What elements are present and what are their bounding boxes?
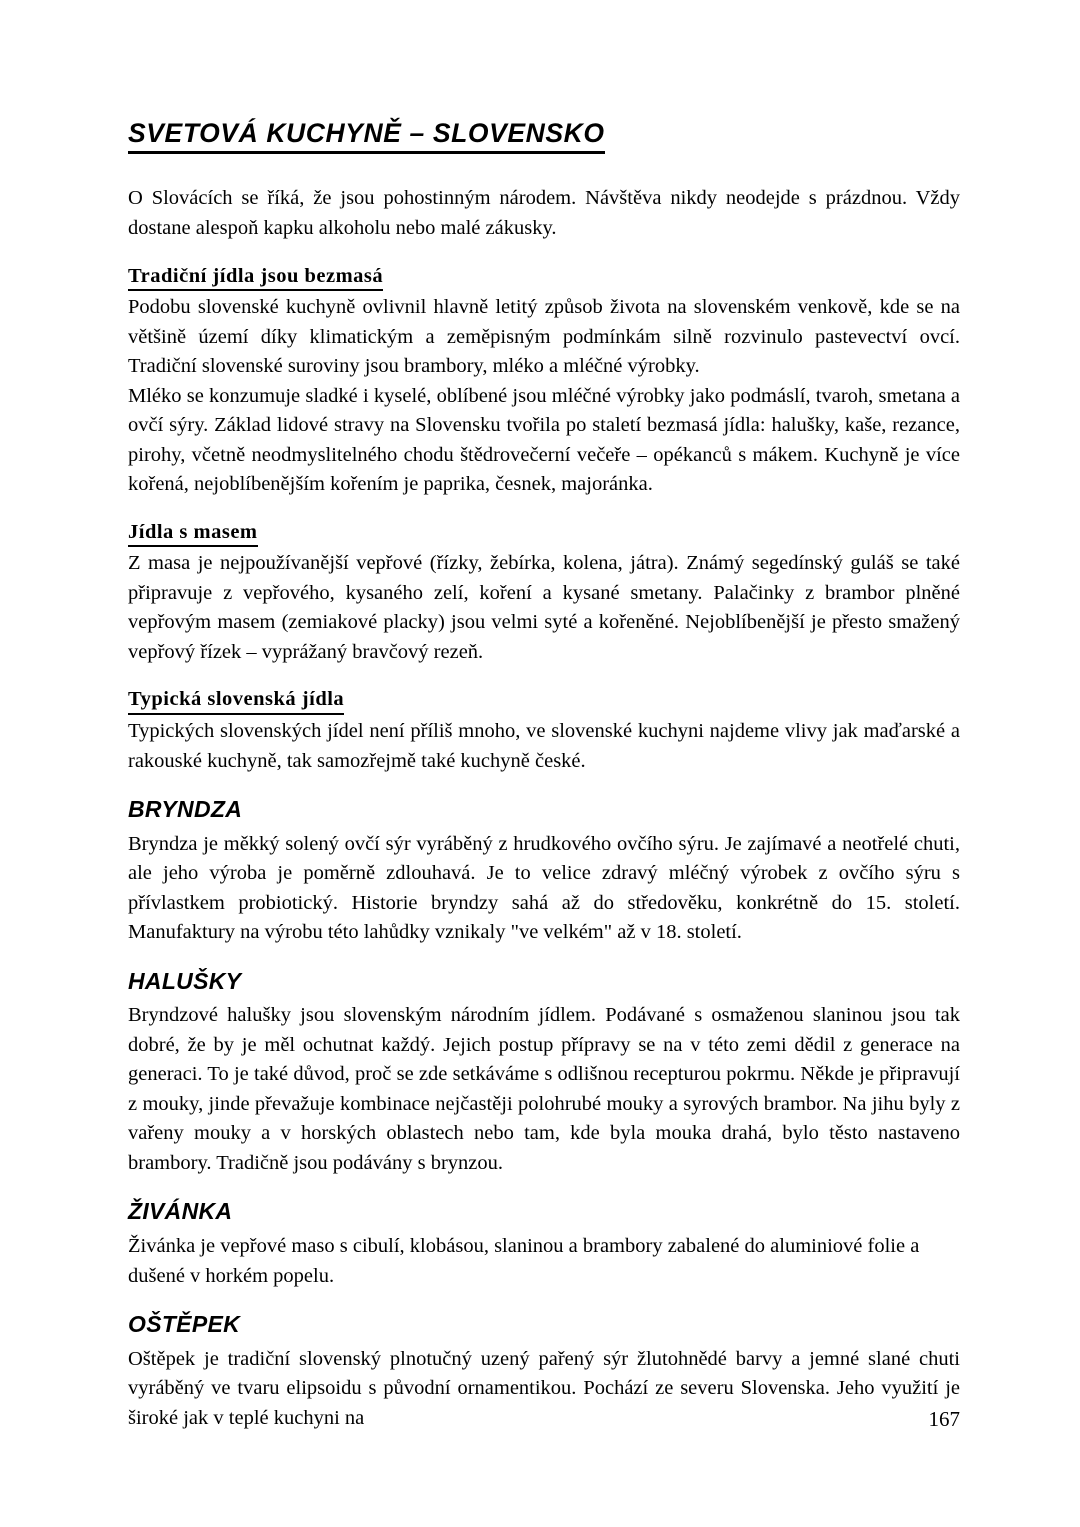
dish-paragraph-zivanka: Živánka je vepřové maso s cibulí, klobásou, slaninou a brambory zabalené do aluminiové folie a dušené v horkém popelu. bbox=[128, 1235, 920, 1287]
page-number: 167 bbox=[928, 1407, 960, 1431]
section-heading-wrap-2 bbox=[128, 687, 960, 715]
section-paragraph-1-0: Z masa je nejpoužívanější vepřové (řízky, žebírka, kolena, játra). Známý segedínský guláš se také připravuje z vepřového, kysaného zelí, koření a kysané smetany. Palačinky z brambor plněné vepřovým masem (zemiakové placky) jsou velmi syté a kořeněné. Nejoblíbenější je přesto smažený vepřový řízek – vyprážaný bravčový rezeň. bbox=[128, 552, 960, 663]
document-content bbox=[128, 118, 960, 1433]
dish-paragraph-bryndza: Bryndza je měkký solený ovčí sýr vyráběný z hrudkového ovčího sýru. Je zajímavé a neotřelé chuti, ale jeho výroba je poměrně zdlouhavá. Je to velice zdravý mléčný výrobek z ovčího sýru s přívlastkem probiotický. Historie bryndzy sahá až do středověku, konkrétně do 15. století. Manufaktury na výrobu této lahůdky vznikaly "ve velkém" až v 18. století. bbox=[128, 832, 960, 944]
section-paragraph-0-0: Podobu slovenské kuchyně ovlivnil hlavně letitý způsob života na slovenském venkově, kde se na většině území díky klimatickým a zeměpisným podmínkám silně rozvinulo pastevectví ovcí. Tradiční slovenské suroviny jsou brambory, mléko a mléčné výrobky. bbox=[128, 296, 960, 378]
section-heading-typicka-slovenska-jidla: Typická slovenská jídla bbox=[128, 687, 344, 715]
section-heading-wrap-0 bbox=[128, 264, 960, 292]
section-paragraph-0-1: Mléko se konzumuje sladké i kyselé, oblíbené jsou mléčné výrobky jako podmáslí, tvaroh, smetana a ovčí sýry. Základ lidové stravy na Slovensku tvořila po staletí bezmasá jídla: halušky, kaše, rezance, pirohy, včetně neodmyslitelného chodu štědrovečerní večeře – opékanců s mákem. Kuchyně je více kořená, nejoblíbenějším kořením je paprika, česnek, majoránka. bbox=[128, 384, 960, 496]
dish-heading-ostepek: OŠTĚPEK bbox=[128, 1311, 241, 1338]
dish-heading-halusky: HALUŠKY bbox=[128, 967, 242, 994]
page-title-wrap bbox=[128, 118, 960, 154]
intro-paragraph: O Slovácích se říká, že jsou pohostinným národem. Návštěva nikdy neodejde s prázdnou. Vždy dostane alespoň kapku alkoholu nebo malé zákusky. bbox=[128, 187, 960, 239]
dish-heading-zivanka: ŽIVÁNKA bbox=[128, 1198, 233, 1225]
section-paragraph-2-0: Typických slovenských jídel není příliš mnoho, ve slovenské kuchyni najdeme vlivy jak maďarské a rakouské kuchyně, tak samozřejmě také kuchyně české. bbox=[128, 720, 960, 772]
dish-paragraph-ostepek: Oštěpek je tradiční slovenský plnotučný uzený pařený sýr žlutohnědé barvy a jemné slané chuti vyráběný ve tvaru elipsoidu s původní ornamentikou. Pochází ze severu Slovenska. Jeho využití je široké jak v teplé kuchyni na bbox=[128, 1347, 960, 1429]
page-title: SVETOVÁ KUCHYNĚ – SLOVENSKO bbox=[128, 118, 605, 154]
dish-heading-bryndza: BRYNDZA bbox=[128, 796, 243, 823]
section-heading-tradicni-jidla: Tradiční jídla jsou bezmasá bbox=[128, 264, 383, 292]
section-heading-wrap-1 bbox=[128, 520, 960, 548]
dish-paragraph-halusky: Bryndzové halušky jsou slovenským národním jídlem. Podávané s osmaženou slaninou jsou tak dobré, že by je měl ochutnat každý. Jejich postup přípravy se na v této zemi dědil z generace na generaci. To je také důvod, proč se zde setkáváme s odlišnou recepturou pokrmu. Někde je připravují z mouky, jinde převažuje kombinace nejčastěji polohrubé mouky a syrových brambor. Na jihu byly z vařeny mouky a v horských oblastech nebo tam, kde byla mouka drahá, bylo těsto nastaveno brambory. Tradičně jsou podávány s brynzou. bbox=[128, 1004, 960, 1174]
section-heading-jidla-s-masem: Jídla s masem bbox=[128, 520, 258, 548]
